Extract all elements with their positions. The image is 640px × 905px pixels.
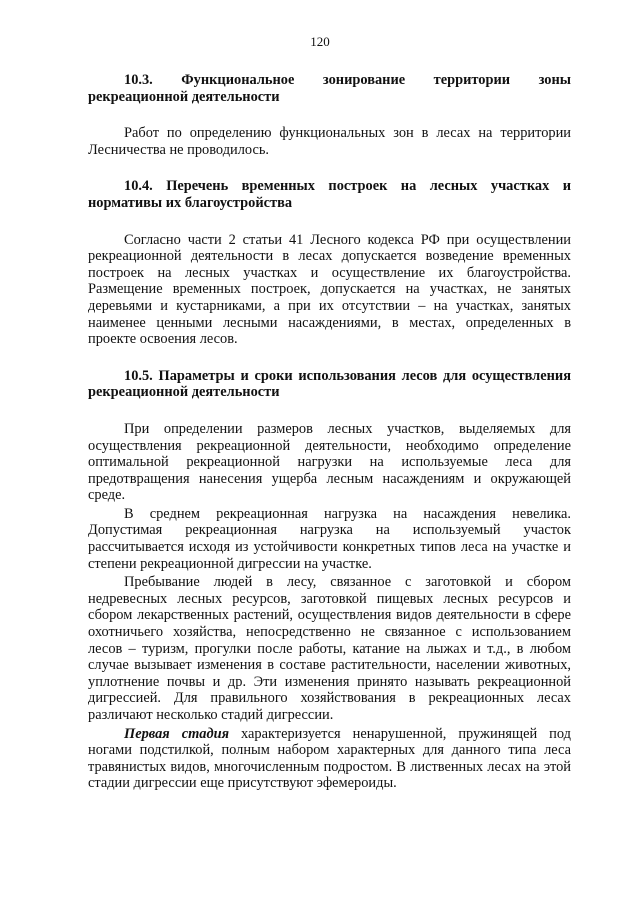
spacer xyxy=(88,212,571,232)
section-heading-10-5: 10.5. Параметры и сроки использования лесов для осуществления рекреационной деятельности xyxy=(88,367,571,401)
spacer xyxy=(88,105,571,125)
paragraph: При определении размеров лесных участков, выделяемых для осуществления рекреационной деятельности, необходимо определение оптимальной рекреационной нагрузки на используемые леса для предотвращения нанесения ущерба лесным насаждениям и окружающей среде. xyxy=(88,420,571,504)
stage-text: характеризуется ненарушенной, пружинящей под ногами подстилкой, полным набором характерных для данного типа леса травянистых видов, многочисленным подростом. В лиственных лесах на этой стадии дигрессии еще присутствуют эфемероиды. xyxy=(88,725,571,792)
spacer xyxy=(88,348,571,368)
spacer xyxy=(88,401,571,421)
paragraph: Работ по определению функциональных зон в лесах на территории Лесничества не проводилось. xyxy=(88,125,571,158)
stage-paragraph xyxy=(88,726,571,792)
page-number: 120 xyxy=(310,34,330,49)
paragraph: В среднем рекреационная нагрузка на насаждения невелика. Допустимая рекреационная нагрузка на используемый участок рассчитывается исходя из устойчивости конкретных типов леса на участке и степени рекреационной дигрессии на участке. xyxy=(88,505,571,572)
paragraph: Пребывание людей в лесу, связанное с заготовкой и сбором недревесных лесных ресурсов, заготовкой пищевых лесных ресурсов и сбором лекарственных растений, осуществления видов деятельности в сфере охотничьего хозяйства, непосредственно не связанное с использованием лесов – туризм, прогулки после работы, катание на лыжах и т.д., в любом случае вызывает изменения в составе растительности, населении животных, уплотнение почвы и др. Эти изменения принято называть рекреационной дигрессией. Для правильного хозяйствования в рекреационных лесах различают несколько стадий дигрессии. xyxy=(88,574,571,723)
spacer xyxy=(88,158,571,178)
section-heading-10-4: 10.4. Перечень временных построек на лесных участках и нормативы их благоустройства xyxy=(88,178,571,211)
paragraph: Согласно части 2 статьи 41 Лесного кодекса РФ при осуществлении рекреационной деятельности в лесах допускается возведение временных построек на лесных участках и осуществление их благоустройства. Размещение временных построек, допускается на участках, не занятых деревьями и кустарниками, а при их отсутствии – на участках, занятых наименее ценными лесными насаждениями, в местах, определенных в проекте освоения лесов. xyxy=(88,231,571,348)
section-heading-10-3: 10.3. Функциональное зонирование территории зоны рекреационной деятельности xyxy=(88,72,571,105)
page-content xyxy=(88,72,571,792)
stage-term: Первая стадия xyxy=(124,725,230,742)
